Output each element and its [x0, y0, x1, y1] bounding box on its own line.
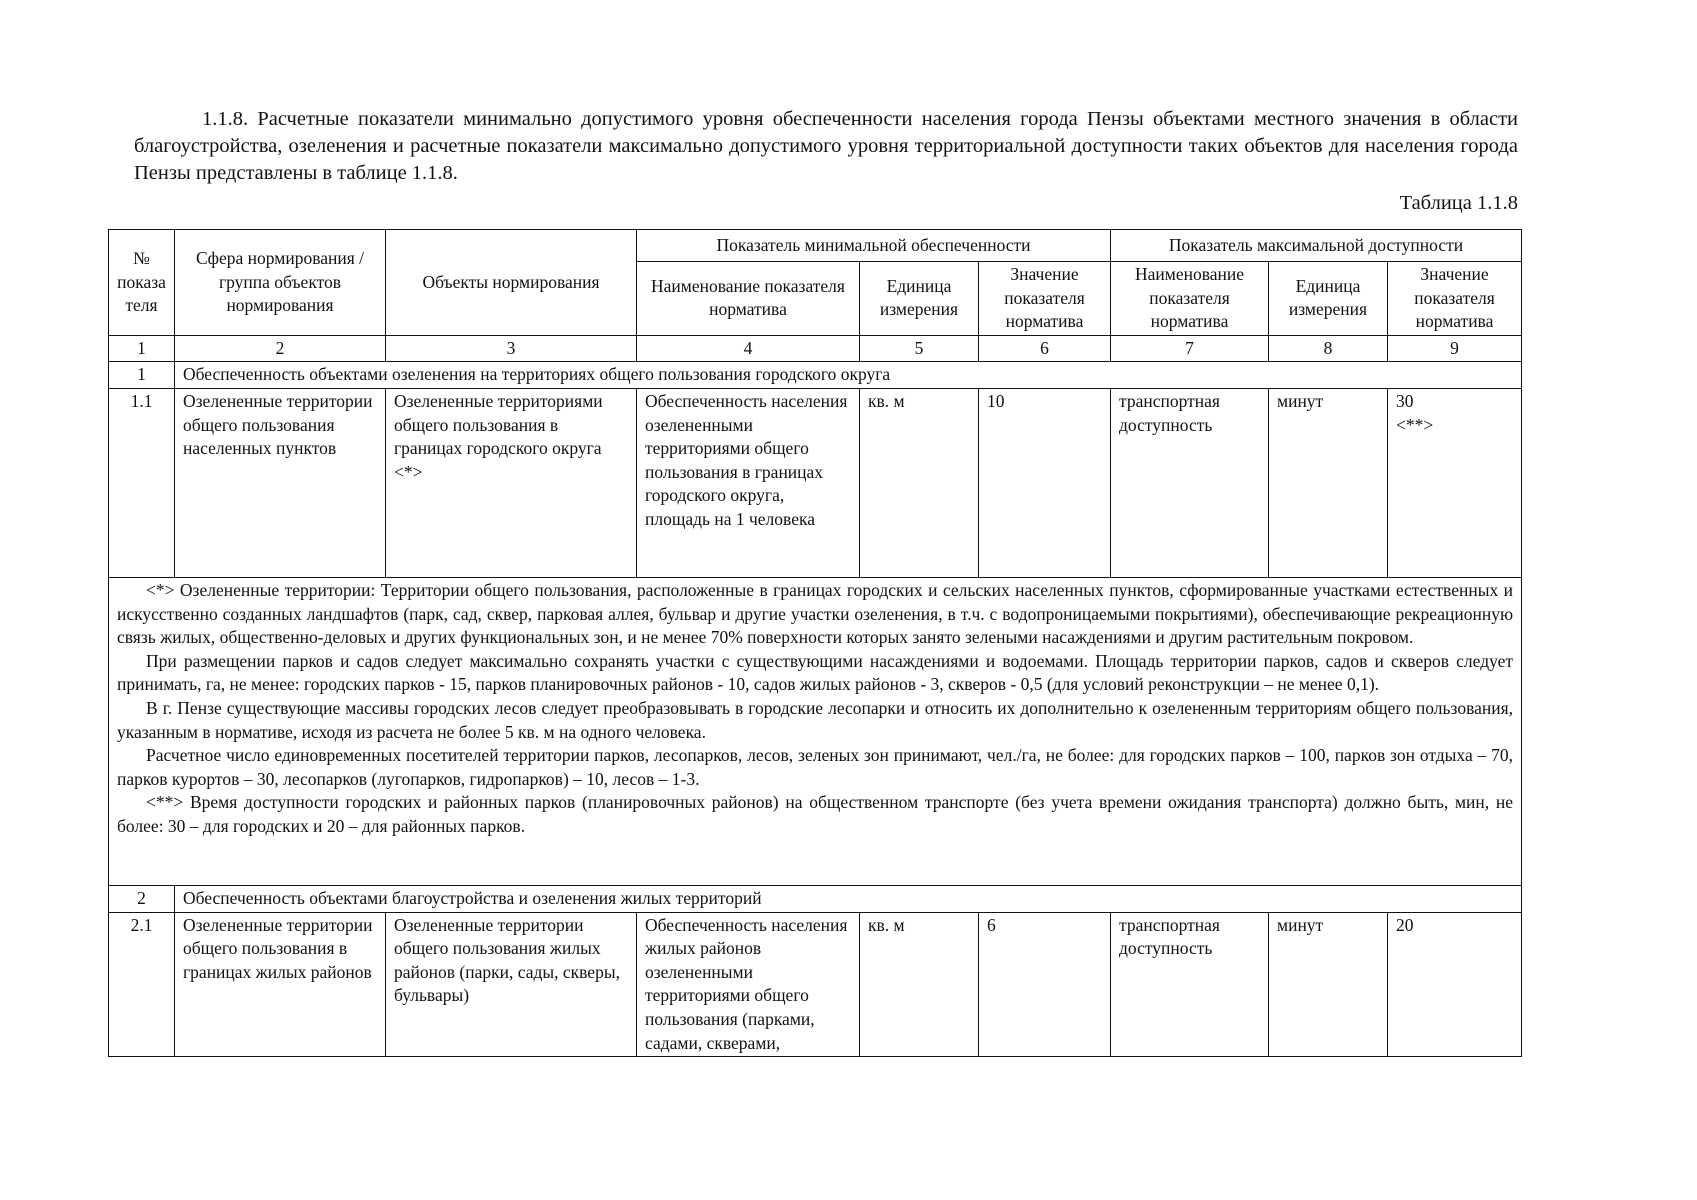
- col-number: 6: [979, 335, 1111, 362]
- header-max-group: Показатель максимальной доступности: [1111, 230, 1522, 262]
- header-min-unit: Единица измерения: [860, 262, 979, 336]
- col-number: 9: [1388, 335, 1522, 362]
- footnotes-cell: [109, 577, 1522, 885]
- header-sphere: Сфера нормирования / группа объектов нормирования: [175, 230, 386, 336]
- row-2-1-min-unit: кв. м: [860, 912, 979, 1057]
- row-1-1-sphere: Озелененные территории общего пользования населенных пунктов: [175, 388, 386, 577]
- header-objects: Объекты нормирования: [386, 230, 637, 336]
- footnote-paragraph: Расчетное число единовременных посетителей территории парков, лесопарков, лесов, зеленых зон принимают, чел./га, не более: для городских парков – 100, парков зон отдыха – 70, парков курортов – 30, лесопарков (лугопарков, гидропарков) – 10, лесов – 1-3.: [117, 745, 1514, 789]
- row-2-1-objects: Озелененные территории общего пользования жилых районов (парки, сады, скверы, бульвары): [386, 912, 637, 1057]
- row-2-1-max-value: 20: [1388, 912, 1522, 1057]
- row-2-1-max-unit: минут: [1269, 912, 1388, 1057]
- section-2-num: 2: [109, 885, 175, 912]
- header-min-group: Показатель минимальной обеспеченности: [637, 230, 1111, 262]
- row-1-1-min-value: 10: [979, 388, 1111, 577]
- row-2-1-min-name: Обеспеченность населения жилых районов озелененными территориями общего пользования (парками, садами, скверами,: [637, 912, 860, 1057]
- row-2-1-min-value: 6: [979, 912, 1111, 1057]
- section-2-title: Обеспеченность объектами благоустройства и озеленения жилых территорий: [175, 885, 1522, 912]
- row-1-1-max-value-number: 30: [1396, 390, 1414, 411]
- col-number: 1: [109, 335, 175, 362]
- row-2-1-max-name: транспортная доступность: [1111, 912, 1269, 1057]
- table-caption: Таблица 1.1.8: [1399, 192, 1518, 214]
- footnote-paragraph: При размещении парков и садов следует максимально сохранять участки с существующими насаждениями и водоемами. Площадь территории парков, садов и скверов следует принимать, га, не менее: городских парков - 15, парков планировочных районов - 10, садов жилых районов - 3, скверов - 0,5 (для условий реконструкции – не менее 0,1).: [117, 650, 1514, 695]
- header-max-name: Наименование показателя норматива: [1111, 262, 1269, 336]
- col-number: 5: [860, 335, 979, 362]
- col-number: 2: [175, 335, 386, 362]
- row-1-1-min-name-text: Обеспеченность населения озелененными территориями общего пользования в границах городского округа,: [645, 390, 848, 506]
- row-1-1-max-name: транспортная доступность: [1111, 388, 1269, 577]
- footnote-paragraph: В г. Пензе существующие массивы городских лесов следует преобразовывать в городские лесопарки и относить их дополнительно к озелененным территориям общего пользования, указанным в нормативе, исходя из расчета не более 5 кв. м на одного человека.: [117, 697, 1514, 742]
- footnote-paragraph: <**> Время доступности городских и районных парков (планировочных районов) на общественном транспорте (без учета времени ожидания транспорта) должно быть, мин, не более: 30 – для городских и 20 – для районных парков.: [117, 792, 1514, 836]
- header-max-unit: Единица измерения: [1269, 262, 1388, 336]
- row-2-1-num: 2.1: [109, 912, 175, 1057]
- header-max-value: Значение показателя норматива: [1388, 262, 1522, 336]
- row-1-1-max-value: [1388, 388, 1522, 577]
- row-1-1-num: 1.1: [109, 388, 175, 577]
- header-min-value: Значение показателя норматива: [979, 262, 1111, 336]
- col-number: 8: [1269, 335, 1388, 362]
- header-num: № показа теля: [109, 230, 175, 336]
- col-number: 4: [637, 335, 860, 362]
- row-1-1-objects: [386, 388, 637, 577]
- table-row: [109, 388, 1522, 577]
- row-1-1-min-name-tail: площадь на 1 человека: [645, 508, 815, 529]
- col-number: 3: [386, 335, 637, 362]
- row-1-1-objects-text: Озелененные территориями общего пользования в границах городского округа: [394, 390, 603, 459]
- table-row: [109, 912, 1522, 1057]
- row-1-1-max-unit: минут: [1269, 388, 1388, 577]
- norms-table: [108, 229, 1522, 1057]
- intro-paragraph: 1.1.8. Расчетные показатели минимально допустимого уровня обеспеченности населения города Пензы объектами местного значения в области благоустройства, озеленения и расчетные показатели максимально допустимого уровня территориальной доступности таких объектов для населения города Пензы представлены в таблице 1.1.8.: [134, 108, 1518, 184]
- footnote-mark: <*>: [394, 461, 423, 482]
- col-number: 7: [1111, 335, 1269, 362]
- row-1-1-min-unit: кв. м: [860, 388, 979, 577]
- header-min-name: Наименование показателя норматива: [637, 262, 860, 336]
- footnote-mark: <**>: [1396, 414, 1434, 435]
- row-2-1-sphere: Озелененные территории общего пользования в границах жилых районов: [175, 912, 386, 1057]
- footnote-paragraph: <*> Озелененные территории: Территории общего пользования, расположенные в границах городских и сельских населенных пунктов, сформированные участками естественных и искусственно созданных ландшафтов (парк, сад, сквер, парковая аллея, бульвар и другие участки озеленения, в т.ч. с водопроницаемыми покрытиями), обеспечивающие рекреационную связь жилых, общественно-деловых и других функциональных зон, и не менее 70% поверхности которых занято зелеными насаждениями и другим растительным покровом.: [117, 579, 1514, 648]
- section-1-num: 1: [109, 362, 175, 389]
- row-1-1-min-name: [637, 388, 860, 577]
- section-1-title: Обеспеченность объектами озеленения на территориях общего пользования городского округа: [175, 362, 1522, 389]
